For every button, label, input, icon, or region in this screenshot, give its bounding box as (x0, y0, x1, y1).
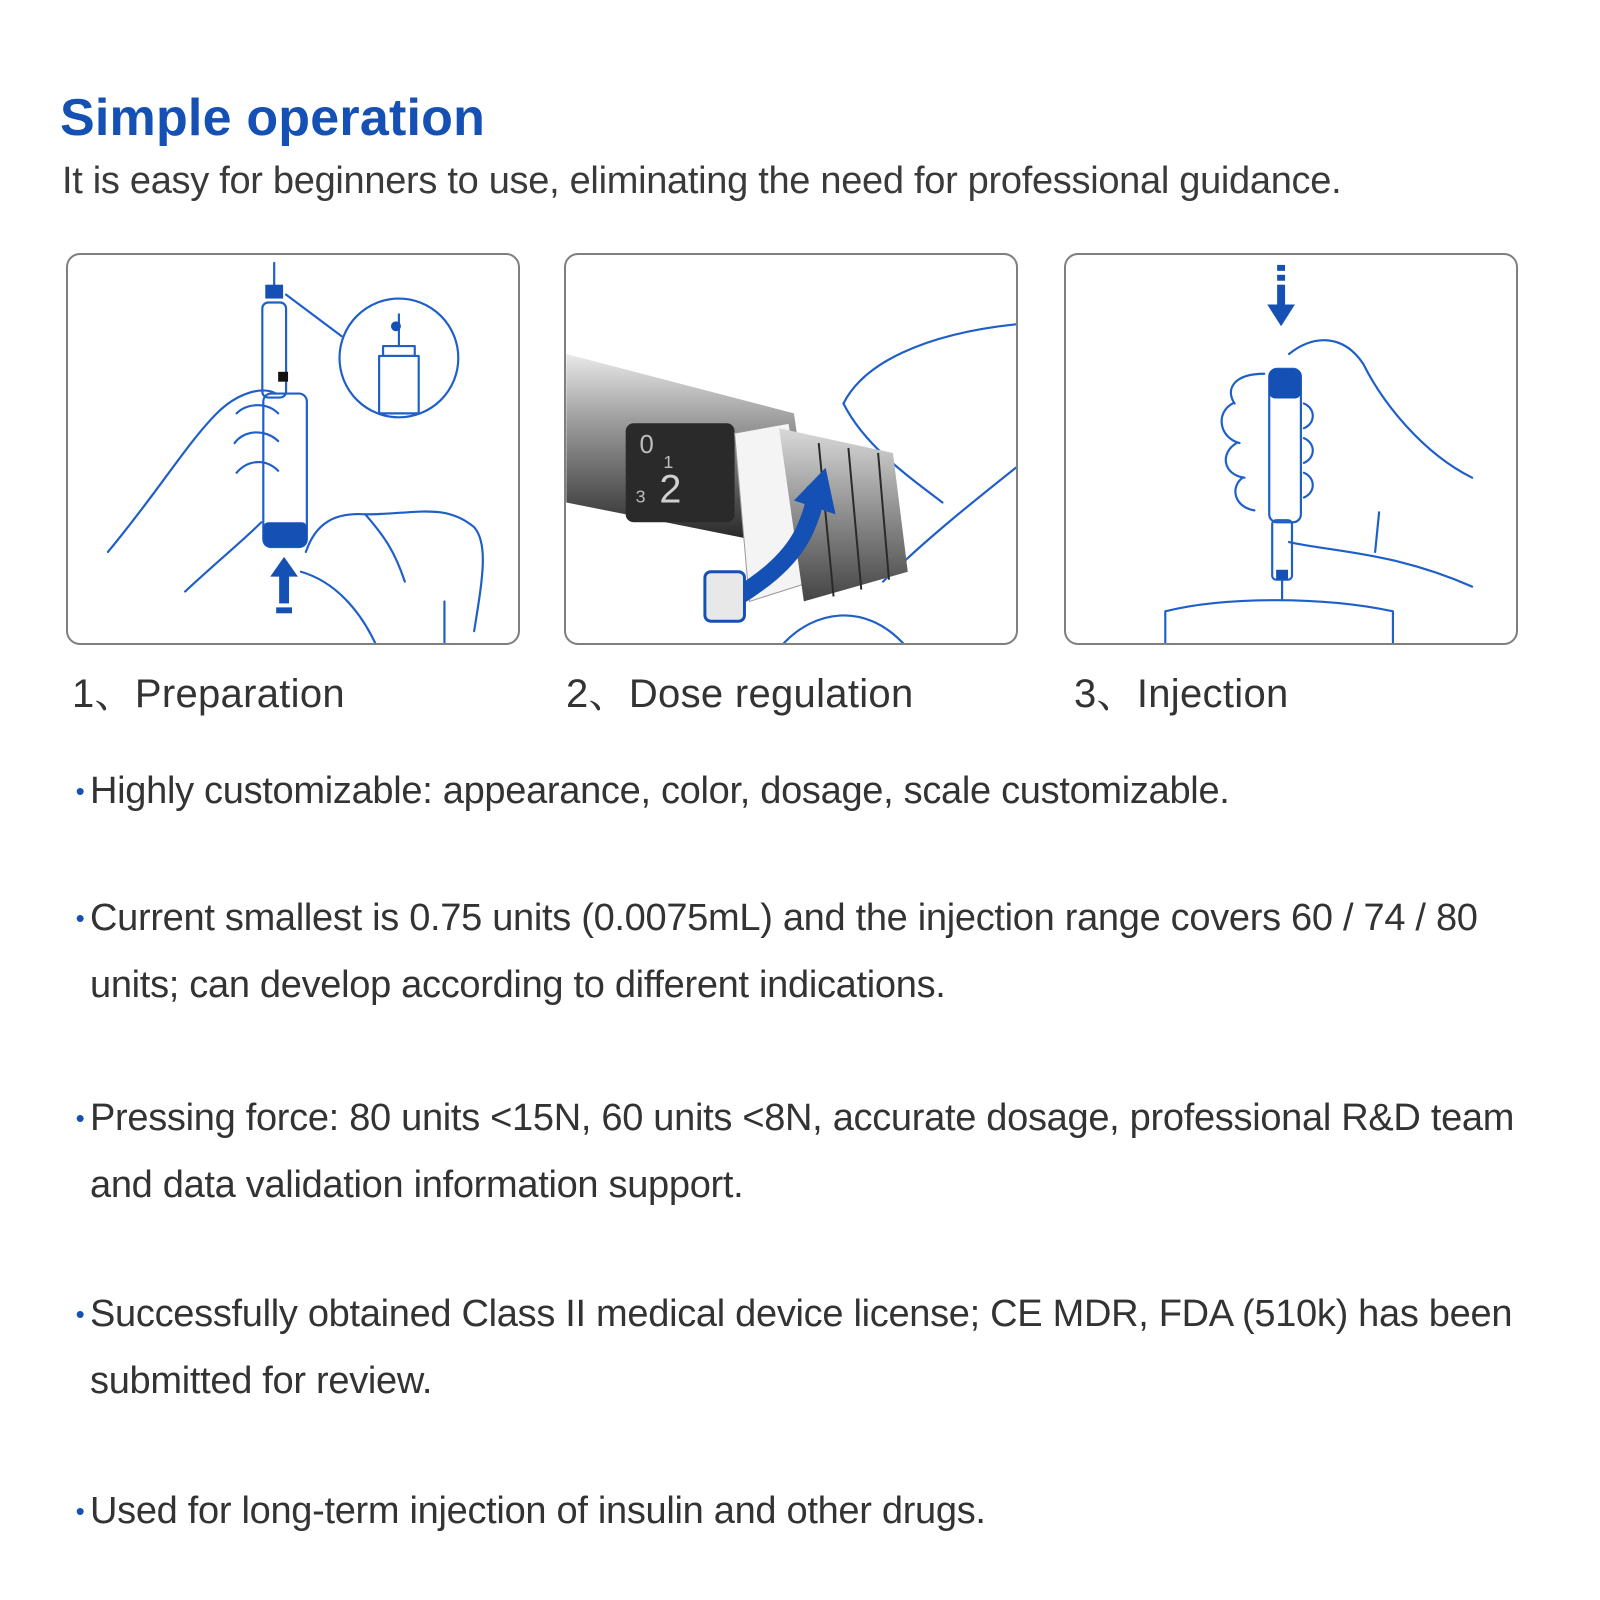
dose-number-1: 1 (663, 451, 674, 472)
feature-text: Pressing force: 80 units <15N, 60 units <8N, accurate dosage, professional R&D team and data validation information support. (90, 1097, 1515, 1206)
dose-number-3: 3 (635, 486, 646, 507)
feature-text: Used for long-term injection of insulin and other drugs. (90, 1490, 986, 1532)
dose-regulation-drawing (566, 255, 1016, 643)
bullet-icon: • (75, 1103, 85, 1133)
feature-item (70, 1085, 1550, 1219)
page-subtitle: It is easy for beginners to use, eliminating the need for professional guidance. (62, 160, 1342, 202)
feature-text: Current smallest is 0.75 units (0.0075mL) and the injection range covers 60 / 74 / 80 units; can develop according to different indications. (90, 897, 1478, 1006)
page-title: Simple operation (60, 89, 486, 147)
dose-number-2: 2 (659, 467, 682, 512)
feature-text: Successfully obtained Class II medical device license; CE MDR, FDA (510k) has been submitted for review. (90, 1293, 1513, 1402)
injection-drawing (1066, 255, 1516, 643)
preparation-illustration (66, 253, 520, 645)
step-label-preparation: 1、Preparation (72, 672, 345, 716)
step-label-injection: 3、Injection (1074, 672, 1289, 716)
bullet-icon: • (75, 776, 85, 806)
feature-item (70, 758, 1550, 825)
dose-number-0: 0 (639, 430, 654, 459)
feature-text: Highly customizable: appearance, color, dosage, scale customizable. (90, 770, 1230, 812)
feature-item (70, 1281, 1550, 1415)
bullet-icon: • (75, 903, 85, 933)
bullet-icon: • (75, 1496, 85, 1526)
bullet-icon: • (75, 1299, 85, 1329)
preparation-drawing (68, 255, 518, 643)
feature-item (70, 1478, 1550, 1545)
feature-item (70, 885, 1550, 1019)
dose-regulation-illustration (564, 253, 1018, 645)
step-label-dose-regulation: 2、Dose regulation (566, 672, 914, 716)
injection-illustration (1064, 253, 1518, 645)
